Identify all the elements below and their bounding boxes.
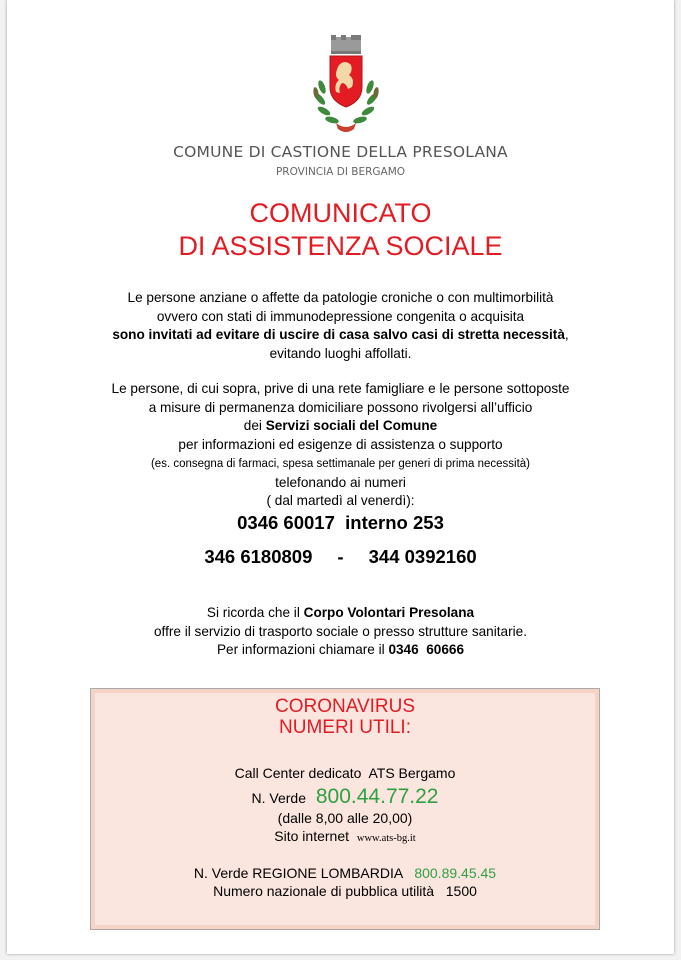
p2-line-7: ( dal martedì al venerdì): [266, 493, 415, 509]
paragraph-3 [0, 604, 681, 660]
p3-line-3 [0, 641, 681, 660]
volontari-phone: 0346 60666 [388, 642, 465, 658]
ats-site [91, 828, 599, 844]
p2-line-2: a misure di permanenza domiciliare possono rivolgersi all’ufficio [148, 399, 533, 415]
phone-mobile-1: 346 6180809 [204, 546, 313, 567]
phone-separator: - [337, 546, 344, 567]
regione-lombardia [91, 865, 599, 881]
p3-line-2: offre il servizio di trasporto sociale o presso strutture sanitarie. [154, 623, 527, 639]
p3-line-1-pre: Si ricorda che il [206, 605, 304, 620]
p1-line-2: ovvero con stati di immunodepressione congenita o acquisita [156, 308, 525, 324]
coronavirus-title-2: NUMERI UTILI: [279, 717, 411, 738]
title-line-2: DI ASSISTENZA SOCIALE [178, 231, 503, 261]
p2-line-4: per informazioni ed esigenze di assistenza o supporto [178, 437, 503, 453]
p2-line-6: telefonando ai numeri [275, 474, 406, 490]
provincia-name: PROVINCIA DI BERGAMO [275, 166, 406, 178]
title-line-1: COMUNICATO [249, 198, 432, 228]
nverde-label: N. Verde [251, 790, 306, 806]
nverde-number: 800.44.77.22 [315, 785, 439, 808]
coronavirus-box [90, 688, 600, 930]
p1-line-3-bold: sono invitati ad evitare di uscire di casa salvo casi di stretta necessità [112, 327, 565, 343]
phone-mobiles [0, 546, 681, 568]
p1-line-3 [0, 326, 681, 345]
comune-name: COMUNE DI CASTIONE DELLA PRESOLANA [173, 143, 508, 161]
regione-number: 800.89.45.45 [414, 865, 497, 881]
coronavirus-title [91, 696, 599, 738]
call-center-label: Call Center dedicato ATS Bergamo [234, 765, 456, 781]
site-label: Sito internet [274, 828, 349, 844]
corpo-volontari-label: Corpo Volontari Presolana [303, 605, 475, 620]
p3-line-1 [0, 604, 681, 623]
p1-line-1: Le persone anziane o affette da patologie croniche o con multimorbilità [127, 290, 554, 305]
phone-mobile-2: 344 0392160 [368, 546, 477, 567]
regione-label: N. Verde REGIONE LOMBARDIA [193, 865, 403, 881]
p1-line-4: evitando luoghi affollati. [269, 346, 412, 362]
servizi-sociali-label: Servizi sociali del Comune [265, 418, 438, 434]
site-url: www.ats-bg.it [356, 833, 416, 844]
paragraph-1 [0, 289, 681, 364]
p2-line-3 [0, 417, 681, 436]
p3-line-3-pre: Per informazioni chiamare il [216, 642, 389, 658]
p1-line-3-end: , [564, 327, 569, 343]
municipal-crest-icon [308, 35, 384, 137]
p2-line-3-pre: dei [243, 418, 266, 434]
phone-main: 0346 60017 interno 253 [237, 512, 444, 533]
ats-hours: (dalle 8,00 alle 20,00) [277, 810, 413, 826]
nverde-ats [91, 785, 599, 809]
coronavirus-title-1: CORONAVIRUS [274, 696, 416, 717]
p2-line-5: (es. consegna di farmaci, spesa settimanale per generi di prima necessità) [150, 457, 531, 470]
numero-nazionale: Numero nazionale di pubblica utilità 1500 [213, 883, 477, 899]
p2-line-1: Le persone, di cui sopra, prive di una rete famigliare e le persone sottoposte [111, 381, 570, 396]
paragraph-2 [0, 380, 681, 511]
